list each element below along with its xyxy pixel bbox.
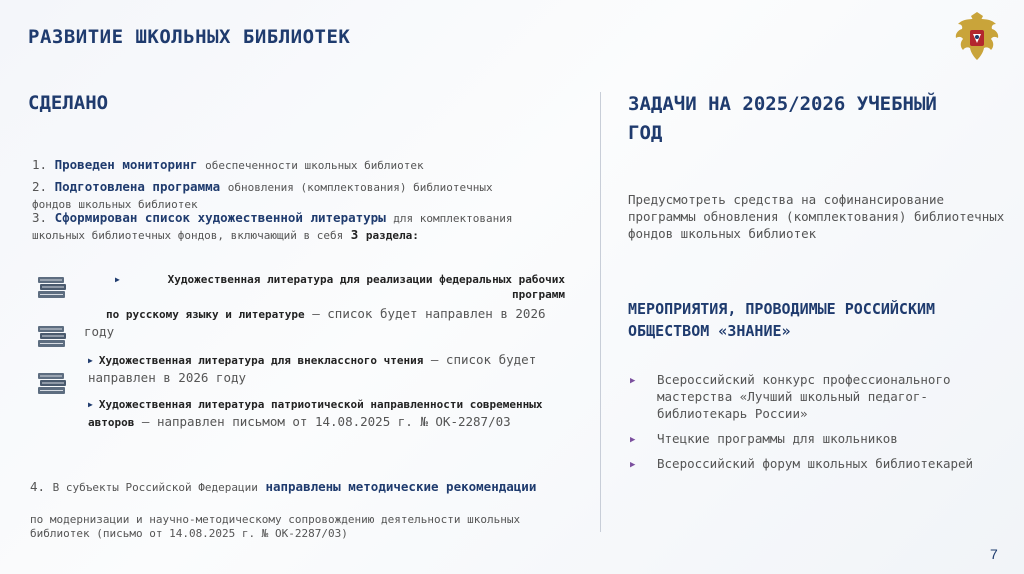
events-heading: МЕРОПРИЯТИЯ, ПРОВОДИМЫЕ РОССИЙСКИМ ОБЩЕСТВОМ «ЗНАНИЕ» <box>628 300 936 340</box>
item-tail: раздела: <box>365 229 419 242</box>
event-text: Всероссийский конкурс профессионального мастерства «Лучший школьный педагог-библиотекарь России» <box>657 372 951 421</box>
item-number: 1. <box>32 157 48 172</box>
subsection-title: Художественная литература для реализации федеральных рабочих программ <box>167 273 565 301</box>
events-list <box>626 371 1006 480</box>
item-bold-text: Проведен мониторинг <box>54 157 198 172</box>
item-text: обновления (комплектования) библиотечных фондов школьных библиотек <box>32 181 493 211</box>
event-text: Всероссийский форум школьных библиотекарей <box>657 456 974 471</box>
item-text: обеспеченности школьных библиотек <box>205 159 424 172</box>
done-heading: СДЕЛАНО <box>28 92 109 114</box>
item-bold-text: Сформирован список художественной литературы <box>54 210 386 225</box>
column-divider <box>600 92 601 532</box>
triangle-bullet-icon: ▶ <box>630 435 636 445</box>
done-item-4-continued: по модернизации и научно-методическому сопровождению деятельности школьных библиотек (письмо от 14.08.2025 г. № ОК-2287/03) <box>30 513 521 540</box>
list-item <box>626 455 1006 472</box>
books-icon <box>36 324 68 350</box>
subsection-text: – список будет направлен в 2026 году <box>88 352 537 385</box>
page-number: 7 <box>990 546 998 562</box>
triangle-bullet-icon: ▶ <box>630 376 636 386</box>
done-item-1 <box>32 156 532 173</box>
item-number: 3. <box>32 210 48 225</box>
list-item <box>626 430 1006 447</box>
item-text: для комплектования школьных библиотечных фондов, включающий в себя <box>32 212 513 242</box>
item-number: 4. <box>30 479 46 494</box>
subsection-1 <box>115 272 565 302</box>
done-item-3 <box>32 209 552 243</box>
section-count: 3 <box>350 227 359 242</box>
triangle-bullet-icon: ▶ <box>88 356 93 365</box>
subsection-text: – направлен письмом от 14.08.2025 г. № ОК-2287/03 <box>141 414 511 429</box>
subsection-title: Художественная литература для внеклассного чтения <box>98 354 424 367</box>
page-title: РАЗВИТИЕ ШКОЛЬНЫХ БИБЛИОТЕК <box>28 26 351 48</box>
tasks-description: Предусмотреть средства на софинансирование программы обновления (комплектования) библиотечных фондов школьных библиотек <box>628 192 1005 241</box>
subsection-1-continued <box>84 305 554 340</box>
done-item-4 <box>30 478 550 495</box>
item-pre-text: В субъекты Российской Федерации <box>52 481 258 494</box>
books-icon <box>36 371 68 397</box>
books-icon <box>36 275 68 301</box>
subsection-3 <box>88 395 558 431</box>
triangle-bullet-icon: ▶ <box>88 400 93 409</box>
subsection-text: – список будет направлен в 2026 году <box>84 306 546 339</box>
triangle-bullet-icon: ▶ <box>630 460 636 470</box>
subsection-title: Художественная литература патриотической направленности современных авторов <box>88 398 543 429</box>
item-number: 2. <box>32 179 48 194</box>
list-item <box>626 371 1006 422</box>
subsection-title-continued: по русскому языку и литературе <box>106 308 305 321</box>
item-bold-text: Подготовлена программа <box>54 179 221 194</box>
tasks-heading: ЗАДАЧИ НА 2025/2026 УЧЕБНЫЙ ГОД <box>628 93 937 144</box>
emblem-icon <box>952 12 1002 64</box>
subsection-2 <box>88 351 558 386</box>
triangle-bullet-icon: ▶ <box>115 275 120 284</box>
item-bold-text: направлены методические рекомендации <box>265 479 537 494</box>
event-text: Чтецкие программы для школьников <box>657 431 898 446</box>
done-item-2 <box>32 178 532 212</box>
